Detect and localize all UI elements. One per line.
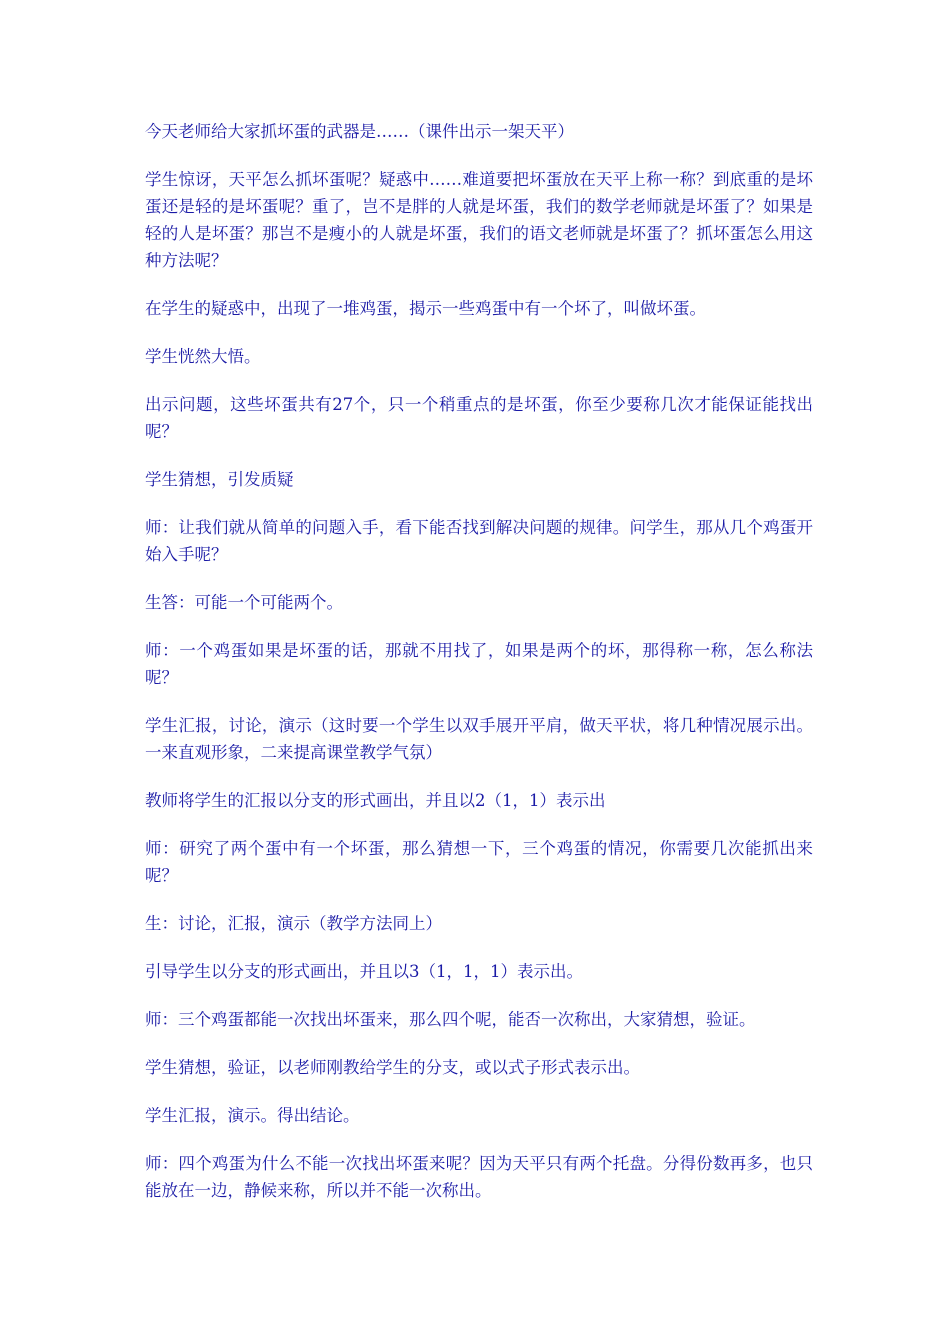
paragraph: 在学生的疑惑中，出现了一堆鸡蛋，揭示一些鸡蛋中有一个坏了，叫做坏蛋。 (145, 299, 706, 318)
paragraph: 师：一个鸡蛋如果是坏蛋的话，那就不用找了，如果是两个的坏，那得称一称，怎么称法呢？ (145, 641, 813, 687)
paragraph: 师：研究了两个蛋中有一个坏蛋，那么猜想一下，三个鸡蛋的情况，你需要几次能抓出来呢？ (145, 839, 813, 885)
paragraph: 学生汇报，演示。得出结论。 (145, 1106, 360, 1125)
paragraph: 学生猜想，引发质疑 (145, 470, 294, 489)
paragraph: 生：讨论，汇报，演示（教学方法同上） (145, 914, 442, 933)
paragraph: 出示问题，这些坏蛋共有27个，只一个稍重点的是坏蛋，你至少要称几次才能保证能找出呢？ (145, 395, 813, 441)
paragraph: 学生恍然大悟。 (145, 347, 261, 366)
document-body (145, 118, 813, 1225)
paragraph: 学生惊讶，天平怎么抓坏蛋呢？疑惑中……难道要把坏蛋放在天平上称一称？到底重的是坏蛋还是轻的是坏蛋呢？重了，岂不是胖的人就是坏蛋，我们的数学老师就是坏蛋了？如果是轻的人是坏蛋？那岂不是瘦小的人就是坏蛋，我们的语文老师就是坏蛋了？抓坏蛋怎么用这种方法呢？ (145, 170, 813, 270)
paragraph: 师：四个鸡蛋为什么不能一次找出坏蛋来呢？因为天平只有两个托盘。分得份数再多，也只能放在一边，静候来称，所以并不能一次称出。 (145, 1154, 813, 1200)
paragraph: 学生汇报，讨论，演示（这时要一个学生以双手展开平肩，做天平状，将几种情况展示出。一来直观形象，二来提高课堂教学气氛） (145, 716, 813, 762)
paragraph: 生答：可能一个可能两个。 (145, 593, 343, 612)
paragraph: 师：三个鸡蛋都能一次找出坏蛋来，那么四个呢，能否一次称出，大家猜想，验证。 (145, 1010, 756, 1029)
paragraph: 引导学生以分支的形式画出，并且以3（1，1，1）表示出。 (145, 962, 583, 981)
paragraph: 今天老师给大家抓坏蛋的武器是……（课件出示一架天平） (145, 122, 574, 141)
paragraph: 师：让我们就从简单的问题入手，看下能否找到解决问题的规律。问学生，那从几个鸡蛋开始入手呢？ (145, 518, 813, 564)
paragraph: 学生猜想，验证，以老师刚教给学生的分支，或以式子形式表示出。 (145, 1058, 640, 1077)
paragraph: 教师将学生的汇报以分支的形式画出，并且以2（1，1）表示出 (145, 791, 606, 810)
